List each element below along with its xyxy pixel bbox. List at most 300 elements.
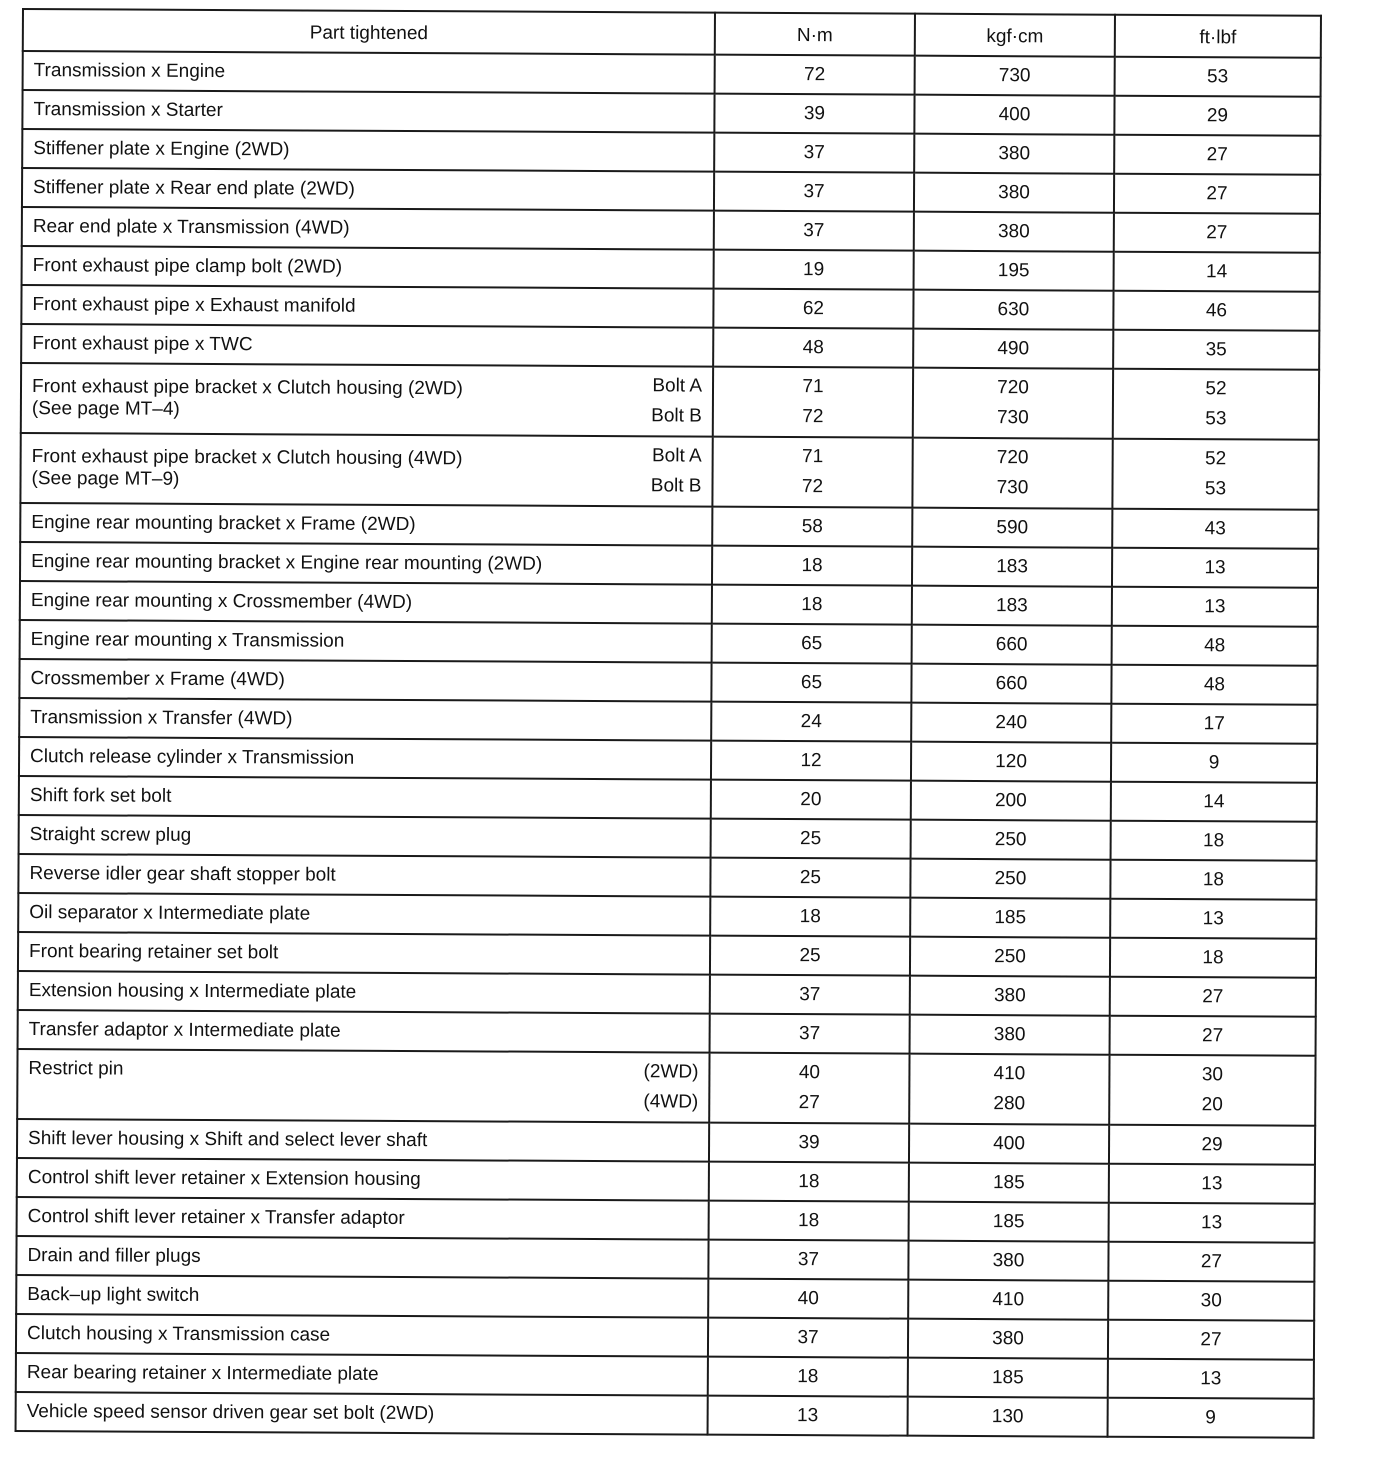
value-kgf-cm: 410 <box>993 1063 1026 1085</box>
value-ft-lbf: 9 <box>1205 1406 1216 1428</box>
part-name: Restrict pin <box>28 1058 124 1080</box>
value-ft-lbf-cell <box>1114 213 1320 253</box>
part-cell <box>19 776 711 819</box>
value-kgf-cm: 185 <box>992 1210 1025 1232</box>
part-cell <box>16 1236 708 1279</box>
column-header-ft-lbf: ft·lbf <box>1115 15 1321 58</box>
value-kgf-cm-cell <box>910 1015 1110 1055</box>
value-nm-cell <box>710 975 910 1015</box>
part-description <box>31 446 462 492</box>
table-row <box>18 1010 1316 1056</box>
value-ft-lbf: 35 <box>1205 338 1227 360</box>
value-ft-lbf: 13 <box>1204 595 1226 617</box>
value-nm-cell <box>712 624 912 664</box>
value-kgf-cm: 200 <box>994 789 1027 811</box>
part-cell <box>19 737 711 780</box>
table-row <box>20 433 1318 510</box>
value-nm-cell <box>709 1053 909 1124</box>
value-ft-lbf: 13 <box>1200 1367 1222 1389</box>
value-kgf-cm: 120 <box>995 750 1027 772</box>
value-kgf-cm-cell <box>909 1124 1109 1164</box>
header-row <box>23 9 1321 58</box>
value-kgf-cm-cell <box>909 1054 1109 1125</box>
part-cell <box>18 893 710 936</box>
value-kgf-cm-cell <box>913 368 1113 439</box>
value-kgf-cm: 380 <box>992 1249 1025 1271</box>
table-row <box>23 51 1321 97</box>
value-kgf-cm-cell <box>911 703 1111 743</box>
part-cell <box>18 932 710 975</box>
value-kgf-cm-stack <box>924 377 1102 430</box>
value-ft-lbf: 17 <box>1203 712 1225 734</box>
value-ft-lbf-cell <box>1110 938 1316 978</box>
part-name: Front exhaust pipe bracket x Clutch housing (4WD) <box>31 446 463 470</box>
value-ft-lbf: 29 <box>1206 104 1229 126</box>
part-name: Oil separator x Intermediate plate <box>29 901 311 925</box>
value-kgf-cm-cell <box>914 212 1114 252</box>
value-kgf-cm-stack <box>920 1063 1098 1116</box>
part-cell <box>22 168 714 211</box>
table-row <box>21 324 1319 370</box>
value-kgf-cm: 250 <box>994 945 1026 967</box>
part-cell <box>22 90 714 133</box>
value-ft-lbf: 53 <box>1207 65 1229 87</box>
value-ft-lbf: 27 <box>1202 1024 1224 1046</box>
value-ft-lbf: 14 <box>1203 790 1225 812</box>
part-name: Crossmember x Frame (4WD) <box>30 667 285 690</box>
value-nm-cell <box>714 133 914 173</box>
value-ft-lbf-cell <box>1112 509 1318 549</box>
value-ft-lbf-cell <box>1112 439 1318 510</box>
value-kgf-cm-cell <box>908 1397 1108 1437</box>
value-ft-lbf-cell <box>1111 743 1317 783</box>
value-kgf-cm-cell <box>909 1163 1109 1203</box>
value-kgf-cm: 240 <box>995 711 1028 733</box>
value-nm: 65 <box>801 632 823 654</box>
table-row <box>22 246 1320 292</box>
value-ft-lbf: 52 <box>1205 378 1227 400</box>
sub-item-label: Bolt A <box>652 375 703 397</box>
value-ft-lbf-cell <box>1113 330 1319 370</box>
part-name: Stiffener plate x Engine (2WD) <box>33 137 290 160</box>
part-description <box>28 1058 123 1080</box>
value-nm-cell <box>713 367 913 438</box>
part-cell <box>21 363 713 437</box>
value-nm: 18 <box>801 554 823 576</box>
table-row <box>17 1049 1315 1126</box>
value-ft-lbf: 27 <box>1206 143 1228 165</box>
value-ft-lbf: 53 <box>1204 478 1227 500</box>
value-nm-cell <box>710 1014 910 1054</box>
part-cell <box>20 581 712 624</box>
value-kgf-cm-stack <box>923 447 1101 500</box>
value-nm-cell <box>715 55 915 95</box>
table-row <box>18 893 1316 939</box>
part-name: Vehicle speed sensor driven gear set bolt (2WD) <box>26 1400 435 1424</box>
table-row <box>17 1158 1315 1204</box>
value-nm-cell <box>710 936 910 976</box>
value-ft-lbf: 27 <box>1202 985 1224 1007</box>
sub-item-label: Bolt A <box>651 445 702 467</box>
table-row <box>20 620 1318 666</box>
value-kgf-cm: 380 <box>997 220 1030 242</box>
column-header-nm: N·m <box>715 13 915 56</box>
value-nm: 37 <box>799 983 821 1005</box>
value-kgf-cm-cell <box>908 1319 1108 1359</box>
value-nm: 18 <box>798 1209 820 1231</box>
value-kgf-cm-cell <box>908 1280 1108 1320</box>
value-nm-cell <box>713 289 913 329</box>
value-ft-lbf: 18 <box>1202 946 1224 968</box>
value-nm-cell <box>711 741 911 781</box>
value-kgf-cm-cell <box>910 937 1110 977</box>
table-row <box>22 90 1320 136</box>
part-cell <box>19 698 711 741</box>
table-row <box>20 542 1318 588</box>
column-header-kgf-cm: kgf·cm <box>915 14 1115 57</box>
part-name: Engine rear mounting bracket x Frame (2WD) <box>31 511 416 535</box>
sub-item-labels <box>643 1061 698 1113</box>
value-ft-lbf: 52 <box>1205 448 1227 470</box>
value-kgf-cm: 730 <box>996 407 1029 429</box>
value-kgf-cm: 720 <box>997 377 1029 399</box>
part-cell <box>16 1314 708 1357</box>
value-ft-lbf: 13 <box>1201 1211 1223 1233</box>
value-nm: 37 <box>803 180 825 202</box>
part-cell <box>22 207 714 250</box>
value-kgf-cm: 130 <box>991 1405 1024 1427</box>
value-nm-stack <box>724 376 902 429</box>
value-nm-cell <box>708 1279 908 1319</box>
value-nm-cell <box>714 250 914 290</box>
value-ft-lbf: 27 <box>1200 1328 1222 1350</box>
table-row <box>19 815 1317 861</box>
value-nm-cell <box>713 328 913 368</box>
part-name: Drain and filler plugs <box>27 1244 201 1267</box>
part-cell <box>19 659 711 702</box>
value-nm-cell <box>709 1162 909 1202</box>
value-nm-cell <box>711 819 911 859</box>
sub-item-label: (2WD) <box>643 1061 699 1083</box>
part-name: Transmission x Transfer (4WD) <box>30 706 293 730</box>
value-nm-cell <box>711 780 911 820</box>
part-cell <box>16 1275 708 1318</box>
table-row <box>18 932 1316 978</box>
value-kgf-cm-cell <box>912 508 1112 548</box>
part-cell <box>18 854 710 897</box>
part-cell <box>17 1049 709 1123</box>
sub-item-labels <box>651 375 702 427</box>
value-nm: 37 <box>799 1022 821 1044</box>
value-ft-lbf: 30 <box>1200 1289 1222 1311</box>
value-nm: 12 <box>800 749 822 771</box>
value-ft-lbf-cell <box>1112 626 1318 666</box>
value-kgf-cm-cell <box>913 290 1113 330</box>
value-kgf-cm-cell <box>913 329 1113 369</box>
part-cell-layout <box>31 442 701 497</box>
part-name: Rear bearing retainer x Intermediate plate <box>26 1361 379 1385</box>
value-ft-lbf-cell <box>1109 1125 1315 1165</box>
part-cell <box>20 542 712 585</box>
value-kgf-cm: 380 <box>993 1023 1026 1045</box>
value-nm: 58 <box>801 515 823 537</box>
part-name: Control shift lever retainer x Extension housing <box>27 1166 421 1190</box>
value-kgf-cm-cell <box>912 547 1112 587</box>
value-ft-lbf-cell <box>1114 174 1320 214</box>
part-name: Front bearing retainer set bolt <box>29 940 279 963</box>
value-ft-lbf: 48 <box>1204 634 1226 656</box>
value-kgf-cm-cell <box>911 820 1111 860</box>
value-ft-lbf-cell <box>1114 252 1320 292</box>
part-name: Extension housing x Intermediate plate <box>28 979 357 1003</box>
table-row <box>18 854 1316 900</box>
value-kgf-cm: 400 <box>998 103 1031 125</box>
value-kgf-cm: 280 <box>993 1093 1026 1115</box>
value-kgf-cm-cell <box>912 438 1112 509</box>
value-ft-lbf-cell <box>1113 369 1319 440</box>
part-cell <box>21 285 713 328</box>
table-row <box>16 1314 1314 1360</box>
value-kgf-cm-cell <box>911 664 1111 704</box>
value-nm-cell <box>708 1318 908 1358</box>
value-kgf-cm: 380 <box>992 1327 1024 1349</box>
value-ft-lbf-cell <box>1113 291 1319 331</box>
value-ft-lbf-cell <box>1108 1398 1314 1438</box>
value-ft-lbf-cell <box>1110 977 1316 1017</box>
value-nm: 19 <box>803 258 825 280</box>
sub-item-label: Bolt B <box>650 475 702 497</box>
part-name: Transfer adaptor x Intermediate plate <box>28 1018 341 1042</box>
table-body <box>16 51 1321 1438</box>
value-ft-lbf: 14 <box>1206 260 1228 282</box>
value-ft-lbf-cell <box>1108 1359 1314 1399</box>
value-nm: 39 <box>798 1131 820 1153</box>
value-ft-lbf-cell <box>1110 860 1316 900</box>
value-nm-cell <box>712 585 912 625</box>
value-nm: 62 <box>802 297 825 319</box>
value-ft-lbf: 27 <box>1200 1250 1223 1272</box>
value-ft-lbf-cell <box>1112 587 1318 627</box>
value-ft-lbf-stack <box>1120 1064 1304 1117</box>
value-kgf-cm-cell <box>912 625 1112 665</box>
part-cell <box>20 620 712 663</box>
table-row <box>22 168 1320 214</box>
value-kgf-cm: 185 <box>994 906 1027 928</box>
value-nm-stack <box>723 446 901 499</box>
value-ft-lbf: 13 <box>1204 556 1226 578</box>
value-nm-cell <box>711 702 911 742</box>
value-ft-lbf: 53 <box>1205 408 1227 430</box>
part-description <box>32 376 463 422</box>
value-nm: 27 <box>798 1092 820 1114</box>
part-name: Engine rear mounting x Transmission <box>30 628 345 652</box>
table-row <box>19 737 1317 783</box>
value-kgf-cm: 380 <box>998 181 1030 203</box>
part-cell <box>16 1353 708 1396</box>
value-nm: 37 <box>797 1326 819 1348</box>
column-header-part: Part tightened <box>23 9 715 55</box>
value-nm: 18 <box>801 593 823 615</box>
value-nm-cell <box>714 94 914 134</box>
value-kgf-cm-cell <box>914 173 1114 213</box>
part-name: Front exhaust pipe x TWC <box>32 332 253 355</box>
part-cell <box>21 324 713 367</box>
value-kgf-cm-cell <box>910 859 1110 899</box>
value-ft-lbf-cell <box>1111 665 1317 705</box>
value-nm: 40 <box>797 1287 819 1309</box>
value-kgf-cm-cell <box>910 976 1110 1016</box>
value-kgf-cm: 410 <box>992 1288 1025 1310</box>
value-nm-cell <box>710 897 910 937</box>
table-row <box>21 285 1319 331</box>
value-kgf-cm: 195 <box>997 259 1030 281</box>
value-nm: 13 <box>797 1404 819 1426</box>
value-nm-stack <box>720 1062 898 1115</box>
value-kgf-cm: 185 <box>992 1171 1025 1193</box>
value-ft-lbf-cell <box>1109 1055 1315 1126</box>
value-nm-cell <box>714 211 914 251</box>
table-row <box>22 129 1320 175</box>
value-kgf-cm-cell <box>914 134 1114 174</box>
value-nm: 71 <box>802 376 824 398</box>
value-nm: 48 <box>802 336 824 358</box>
value-nm: 65 <box>800 671 823 693</box>
table-row <box>16 1275 1314 1321</box>
value-kgf-cm-cell <box>908 1241 1108 1281</box>
value-nm: 71 <box>802 446 824 468</box>
part-cell <box>18 1010 710 1053</box>
value-nm: 37 <box>803 219 825 241</box>
value-nm-cell <box>712 507 912 547</box>
value-nm: 18 <box>797 1365 819 1387</box>
value-ft-lbf: 18 <box>1202 868 1225 890</box>
value-nm-cell <box>710 858 910 898</box>
value-nm: 25 <box>799 866 822 888</box>
value-kgf-cm: 630 <box>997 298 1030 320</box>
part-cell <box>17 1197 709 1240</box>
value-kgf-cm-cell <box>909 1202 1109 1242</box>
value-kgf-cm: 185 <box>991 1366 1024 1388</box>
part-cell <box>23 51 715 94</box>
table-row <box>21 363 1319 440</box>
part-cell <box>17 1158 709 1201</box>
value-ft-lbf: 43 <box>1204 517 1226 539</box>
part-name: Rear end plate x Transmission (4WD) <box>32 215 350 239</box>
part-cell-layout <box>32 372 702 427</box>
part-name: Clutch housing x Transmission case <box>27 1322 331 1346</box>
value-ft-lbf-stack <box>1124 378 1308 431</box>
sub-item-label: Bolt B <box>651 405 702 427</box>
value-kgf-cm: 730 <box>998 64 1031 86</box>
value-kgf-cm-cell <box>914 95 1114 135</box>
value-ft-lbf: 29 <box>1201 1133 1223 1155</box>
value-ft-lbf-cell <box>1114 135 1320 175</box>
value-nm-cell <box>712 546 912 586</box>
table-row <box>19 776 1317 822</box>
table-row <box>17 1197 1315 1243</box>
value-nm-cell <box>712 437 912 508</box>
value-kgf-cm: 660 <box>995 672 1028 694</box>
value-ft-lbf: 30 <box>1201 1064 1224 1086</box>
part-name: Front exhaust pipe x Exhaust manifold <box>32 293 356 317</box>
value-nm-cell <box>711 663 911 703</box>
part-name: Reverse idler gear shaft stopper bolt <box>29 862 336 886</box>
part-cell <box>22 129 714 172</box>
part-name: Transmission x Starter <box>33 98 223 121</box>
part-name: Engine rear mounting bracket x Engine rear mounting (2WD) <box>31 550 543 575</box>
value-ft-lbf-cell <box>1108 1281 1314 1321</box>
value-nm-cell <box>708 1357 908 1397</box>
value-ft-lbf: 13 <box>1202 907 1224 929</box>
part-name: Clutch release cylinder x Transmission <box>30 745 355 769</box>
value-kgf-cm: 183 <box>996 555 1028 577</box>
table-row <box>22 207 1320 253</box>
value-ft-lbf-cell <box>1109 1164 1315 1204</box>
table-row <box>18 971 1316 1017</box>
value-ft-lbf-cell <box>1110 899 1316 939</box>
value-nm: 25 <box>799 944 821 966</box>
value-ft-lbf: 48 <box>1203 673 1226 695</box>
table-row <box>16 1353 1314 1399</box>
value-nm: 24 <box>800 710 822 732</box>
part-cell <box>16 1392 708 1435</box>
value-ft-lbf: 20 <box>1201 1094 1223 1116</box>
value-kgf-cm-cell <box>910 898 1110 938</box>
torque-spec-table <box>15 8 1322 1439</box>
value-ft-lbf: 46 <box>1205 299 1228 321</box>
part-reference-note: (See page MT–4) <box>31 398 180 420</box>
part-reference-note: (See page MT–9) <box>31 468 180 490</box>
part-cell <box>20 433 712 507</box>
value-ft-lbf-cell <box>1112 548 1318 588</box>
value-nm: 39 <box>803 102 826 124</box>
value-kgf-cm: 380 <box>998 142 1031 164</box>
value-kgf-cm: 590 <box>996 516 1029 538</box>
value-nm: 40 <box>798 1062 821 1084</box>
table-row <box>19 698 1317 744</box>
value-ft-lbf-cell <box>1108 1242 1314 1282</box>
value-kgf-cm: 183 <box>995 594 1028 616</box>
value-nm: 18 <box>798 1170 820 1192</box>
value-ft-lbf-cell <box>1110 1016 1316 1056</box>
value-nm: 37 <box>803 141 825 163</box>
value-ft-lbf-cell <box>1108 1320 1314 1360</box>
part-name: Back–up light switch <box>27 1283 200 1306</box>
value-kgf-cm-cell <box>911 781 1111 821</box>
part-cell <box>19 815 711 858</box>
value-nm-cell <box>708 1240 908 1280</box>
value-nm: 20 <box>800 788 822 810</box>
value-nm-cell <box>709 1123 909 1163</box>
value-nm: 72 <box>802 406 824 428</box>
value-ft-lbf: 27 <box>1206 221 1228 243</box>
sub-item-labels <box>651 445 702 497</box>
table-row <box>16 1392 1314 1438</box>
part-name: Front exhaust pipe bracket x Clutch housing (2WD) <box>31 376 463 400</box>
value-kgf-cm-cell <box>915 56 1115 96</box>
value-kgf-cm: 400 <box>993 1132 1025 1154</box>
part-cell <box>20 503 712 546</box>
value-nm-cell <box>709 1201 909 1241</box>
part-cell <box>18 971 710 1014</box>
value-kgf-cm-cell <box>912 586 1112 626</box>
value-nm-cell <box>708 1396 908 1436</box>
table-row <box>16 1236 1314 1282</box>
table-row <box>17 1119 1315 1165</box>
part-name: Straight screw plug <box>29 823 192 846</box>
value-ft-lbf-cell <box>1114 96 1320 136</box>
part-cell <box>17 1119 709 1162</box>
